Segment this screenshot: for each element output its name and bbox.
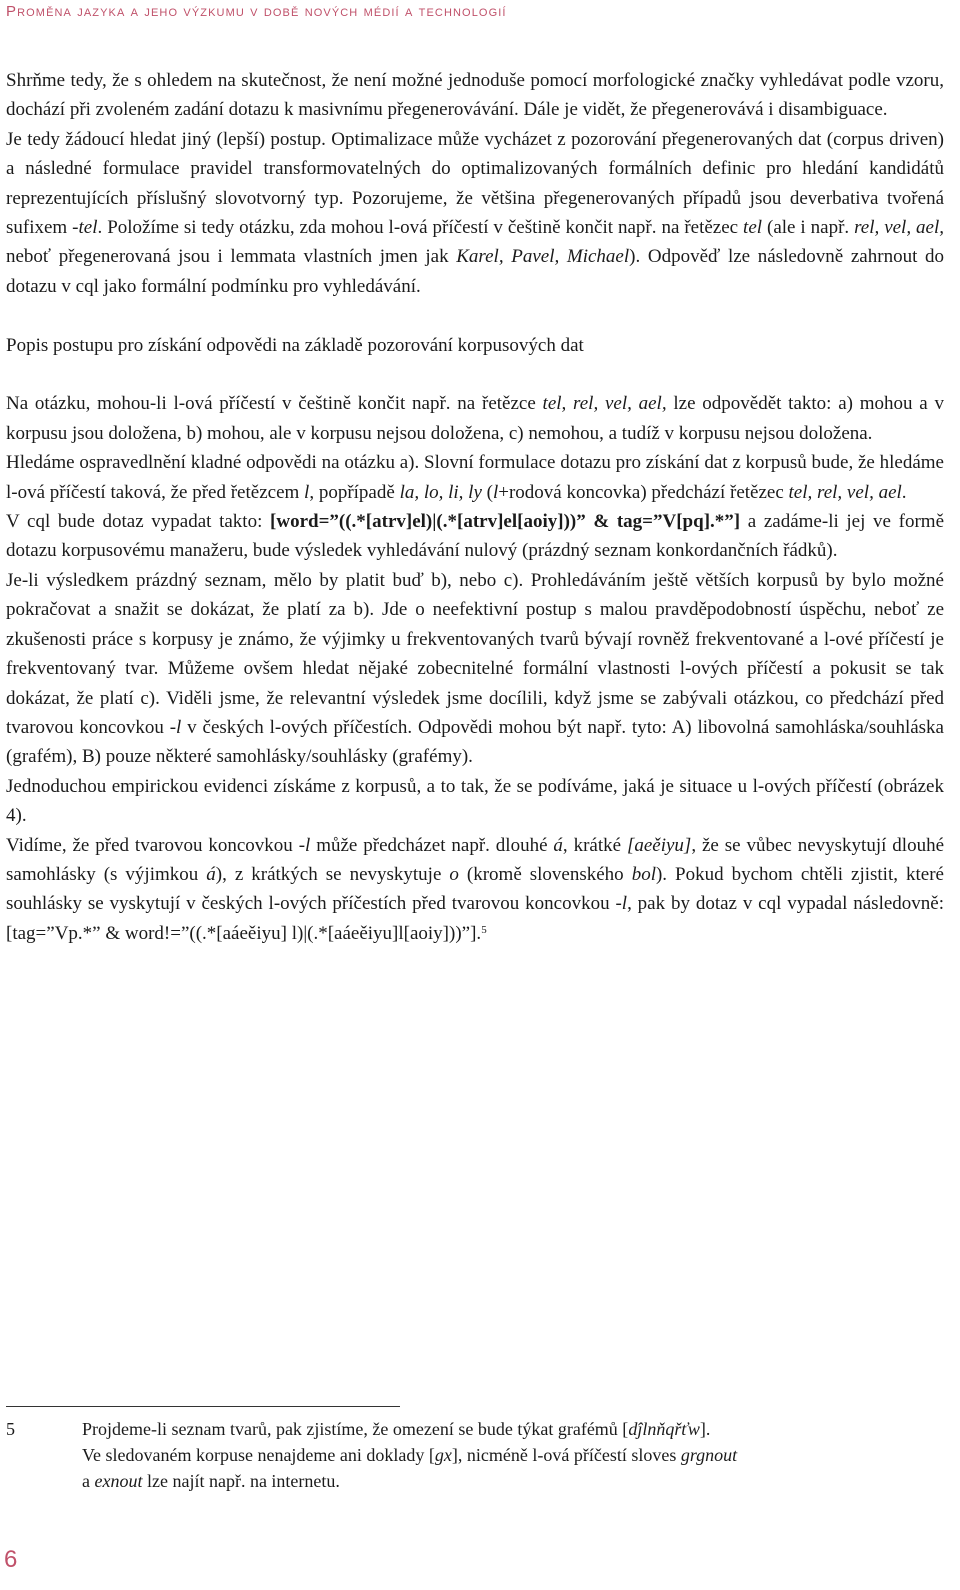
section-heading: Popis postupu pro získání odpovědi na základě pozorování korpusových dat [6, 334, 584, 356]
paragraph: Shrňme tedy, že s ohledem na skutečnost, že není možné jednoduše pomocí morfologické značky vyhledávat podle vzoru, dochází při zvoleném zadání dotazu k masivnímu přegenerovávání. Dále je vidět, že přegenerovává i disambiguace. [6, 70, 944, 121]
paragraph: Jednoduchou empirickou evidenci získáme z korpusů, a to tak, že se podíváme, jaká je situace u l-ových příčestí (obrázek 4). [6, 775, 944, 827]
footnote-number: 5 [6, 1419, 15, 1439]
paragraph: Vidíme, že před tvarovou koncovkou -l může předcházet např. dlouhé á, krátké [aeěiyu], že se vůbec nevyskytují dlouhé samohlásky (s výjimkou á), z krátkých se nevyskytuje o (kromě slovenského bol). Pokud bychom chtěli zjistit, které souhlásky se vyskytují v českých l-ových příčestích před tvarovou koncovkou -l, pak by dotaz v cql vypadal následovně: [tag=”Vp.*” & word!=”((.*[aáeěiyu] l)|(.*[aáeěiyu]l[aoiy]))”].$^5$ [6, 834, 944, 944]
paragraph: Je-li výsledkem prázdný seznam, mělo by platit buď b), nebo c). Prohledáváním ještě větších korpusů by bylo možné pokračovat a snažit se dokázat, že platí za b). Jde o neefektivní postup s malou pravděpodobností úspěchu, neboť ze zkušenosti práce s korpusy je známo, že výjimky u frekventovaných tvarů bývají rovněž frekventované a l-ové příčestí je frekventovaný tvar. Můžeme ovšem hledat nějaké zobecnitelné formální vlastnosti l-ových příčestí a pokusit se tak dokázat, že platí c). Viděli jsme, že relevantní výsledek jsme docílili, když jsme se zabývali otázkou, co předchází před tvarovou koncovkou -l v českých l-ových příčestích. Odpovědi mohou být např. tyto: A) libovolná samohláska/souhláska (grafém), B) pouze některé samohlásky/souhlásky (grafémy). [6, 569, 944, 768]
running-head: Proměna jazyka a jeho výzkumu v době nových médií a technologií [6, 3, 507, 20]
footnote-reference[interactable]: 5 [481, 923, 487, 936]
paragraph: Na otázku, mohou-li l-ová příčestí v češtině končit např. na řetězce tel, rel, vel, ael, lze odpovědět takto: a) mohou a v korpusu jsou doložena, b) mohou, ale v korpusu nejsou doložena, c) nemohou, a tudíž v korpusu nejsou doložena. [6, 393, 944, 444]
paragraph: V cql bude dotaz vypadat takto: [word=”((.*[atrv]el)|(.*[atrv]el[aoiy]))” & tag=”V[pq].*”] a zadáme-li jej ve formě dotazu korpusovému manažeru, bude výsledek vyhledávání nulový (prázdný seznam konkordančních řádků). [6, 511, 944, 562]
cql-query: [word=”((.*[atrv]el)|(.*[atrv]el[aoiy]))” & tag=”V[pq].*”] [270, 511, 741, 533]
paragraph: Hledáme ospravedlnění kladné odpovědi na otázku a). Slovní formulace dotazu pro získání dat z korpusů bude, že hledáme l-ová příčestí taková, že před řetězcem l, popřípadě la, lo, li, ly (l+rodová koncovka) předchází řetězec tel, rel, vel, ael. [6, 452, 944, 503]
page-number: 6 [4, 1546, 18, 1573]
spacer [6, 360, 944, 389]
paragraph: Je tedy žádoucí hledat jiný (lepší) postup. Optimalizace může vycházet z pozorování přegenerovaných dat (corpus driven) a následné formulace pravidel transformovatelných do optimalizovaných formálních definic pro hledání kandidátů reprezentujících příslušný slovotvorný typ. Pozorujeme, že většina přegenerovaných případů jsou deverbativa tvořená sufixem -tel. Položíme si tedy otázku, zda mohou l-ová příčestí v češtině končit např. na řetězec tel (ale i např. rel, vel, ael, neboť přegenerovaná jsou i lemmata vlastních jmen jak Karel, Pavel, Michael). Odpověď lze následovně zahrnout do dotazu v cql jako formální podmínku pro vyhledávání. [6, 128, 944, 297]
footnote [6, 1416, 944, 1494]
footnote-divider [6, 1406, 400, 1407]
footnote-text: Projdeme-li seznam tvarů, pak zjistíme, že omezení se bude týkat grafémů [dĵlnňqřťw]. Ve sledovaném korpuse nenajdeme ani doklady [gx], nicméně l-ová příčestí sloves grgnout a exnout lze najít např. na internetu. [82, 1419, 738, 1491]
spacer [6, 301, 944, 330]
main-text [6, 66, 944, 948]
